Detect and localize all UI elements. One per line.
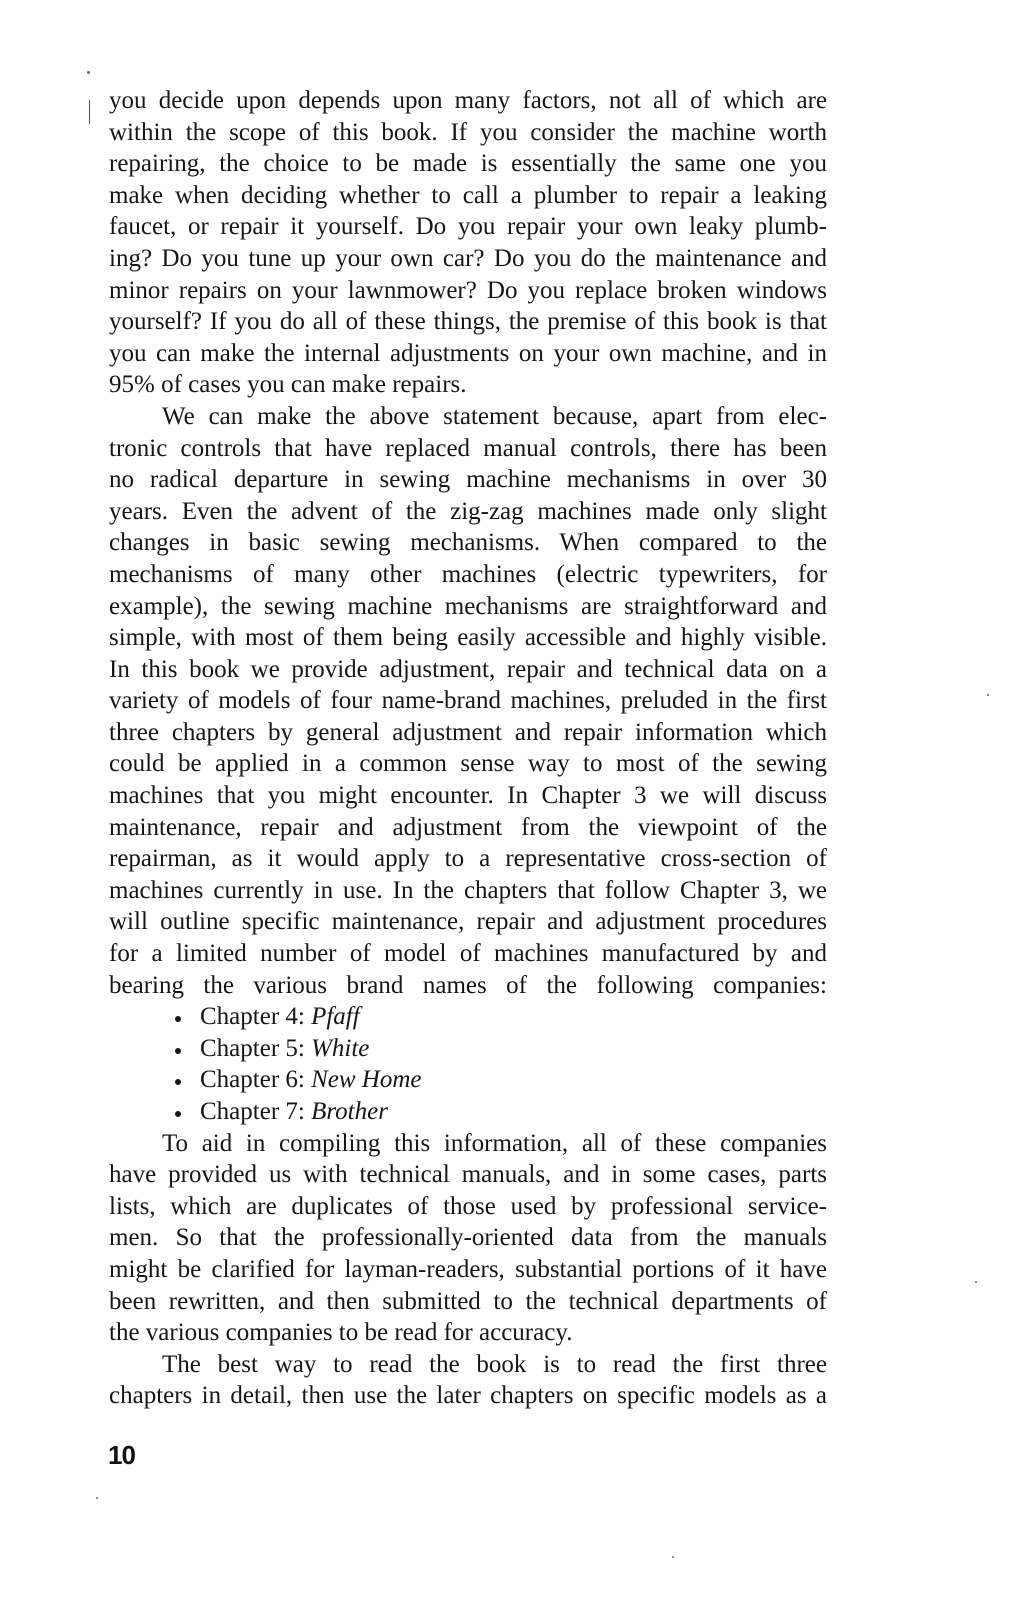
text-line: men. So that the professionally-oriented data from the manuals <box>109 1224 827 1252</box>
text-line: could be applied in a common sense way to most of the sewing <box>109 750 827 778</box>
text-line: no radical departure in sewing machine mechanisms in over 30 <box>109 466 827 494</box>
text-line: will outline specific maintenance, repair and adjustment procedures <box>109 908 827 936</box>
list-item <box>109 1033 827 1065</box>
text-line: years. Even the advent of the zig-zag machines made only slight <box>109 497 827 525</box>
text-line: simple, with most of them being easily accessible and highly visible. <box>109 624 827 652</box>
text-line: repairman, as it would apply to a representative cross-section of <box>109 845 827 873</box>
scan-speck <box>672 1556 674 1558</box>
chapter-label: Chapter 7: <box>200 1098 305 1125</box>
paragraph <box>109 1128 827 1349</box>
brand-name: Brother <box>311 1098 388 1125</box>
text-line: The best way to read the book is to read the first three <box>162 1350 827 1378</box>
paragraph <box>109 401 827 1001</box>
bullet-icon <box>175 1111 181 1117</box>
paragraph <box>109 85 827 401</box>
text-line: In this book we provide adjustment, repair and technical data on a <box>109 655 827 683</box>
text-line: repairing, the choice to be made is essentially the same one you <box>109 150 827 178</box>
text-line: been rewritten, and then submitted to the technical departments of <box>109 1287 827 1315</box>
chapter-label: Chapter 4: <box>200 1003 305 1031</box>
text-line: chapters in detail, then use the later chapters on specific models as a <box>109 1382 827 1410</box>
text-line: machines that you might encounter. In Chapter 3 we will discuss <box>109 782 827 810</box>
brand-name: Pfaff <box>311 1003 360 1031</box>
text-line: might be clarified for layman-readers, substantial portions of it have <box>109 1255 827 1283</box>
text-line: three chapters by general adjustment and repair information which <box>109 718 827 746</box>
bullet-icon <box>175 1048 181 1054</box>
text-line: make when deciding whether to call a plumber to repair a leaking <box>109 181 827 209</box>
chapter-list <box>109 1001 827 1127</box>
text-line: have provided us with technical manuals, and in some cases, parts <box>109 1161 827 1189</box>
text-line: To aid in compiling this information, all of these companies <box>162 1129 827 1157</box>
text-line: yourself? If you do all of these things, the premise of this book is that <box>109 308 827 336</box>
scan-speck <box>96 1497 98 1499</box>
list-item <box>109 1064 827 1096</box>
page-body <box>109 85 827 1412</box>
text-line: example), the sewing machine mechanisms are straightforward and <box>109 592 827 620</box>
text-line: minor repairs on your lawnmower? Do you replace broken windows <box>109 276 827 304</box>
text-line: We can make the above statement because, apart from elec- <box>162 402 827 430</box>
text-line: machines currently in use. In the chapters that follow Chapter 3, we <box>109 876 827 904</box>
scan-mark <box>89 100 90 124</box>
text-line: within the scope of this book. If you consider the machine worth <box>109 118 827 146</box>
text-line: ing? Do you tune up your own car? Do you do the maintenance and <box>109 244 827 272</box>
chapter-label: Chapter 5: <box>200 1034 305 1062</box>
text-line: changes in basic sewing mechanisms. When compared to the <box>109 529 827 557</box>
list-item <box>109 1096 827 1128</box>
bullet-icon <box>175 1016 181 1022</box>
text-line: maintenance, repair and adjustment from the viewpoint of the <box>109 813 827 841</box>
scan-speck <box>975 1281 977 1283</box>
bullet-icon <box>175 1079 181 1085</box>
brand-name: New Home <box>311 1066 422 1094</box>
text-line: faucet, or repair it yourself. Do you repair your own leaky plumb- <box>109 213 827 241</box>
page-number: 10 <box>108 1440 135 1470</box>
list-item <box>109 1001 827 1033</box>
chapter-label: Chapter 6: <box>200 1066 305 1094</box>
text-line: mechanisms of many other machines (electric typewriters, for <box>109 560 827 588</box>
text-line: for a limited number of model of machines manufactured by and <box>109 940 827 968</box>
paragraph <box>109 1349 827 1412</box>
text-line: the various companies to be read for accuracy. <box>109 1319 573 1347</box>
text-line: lists, which are duplicates of those used by professional service- <box>109 1192 827 1220</box>
text-line: 95% of cases you can make repairs. <box>109 371 467 399</box>
text-line: you decide upon depends upon many factors, not all of which are <box>109 87 827 114</box>
text-line: variety of models of four name-brand machines, preluded in the first <box>109 687 827 715</box>
brand-name: White <box>311 1034 370 1062</box>
text-line: you can make the internal adjustments on your own machine, and in <box>109 339 827 367</box>
text-line: tronic controls that have replaced manual controls, there has been <box>109 434 827 462</box>
scan-speck <box>987 694 989 696</box>
text-line: bearing the various brand names of the following companies: <box>109 971 827 999</box>
scan-speck <box>87 71 90 74</box>
